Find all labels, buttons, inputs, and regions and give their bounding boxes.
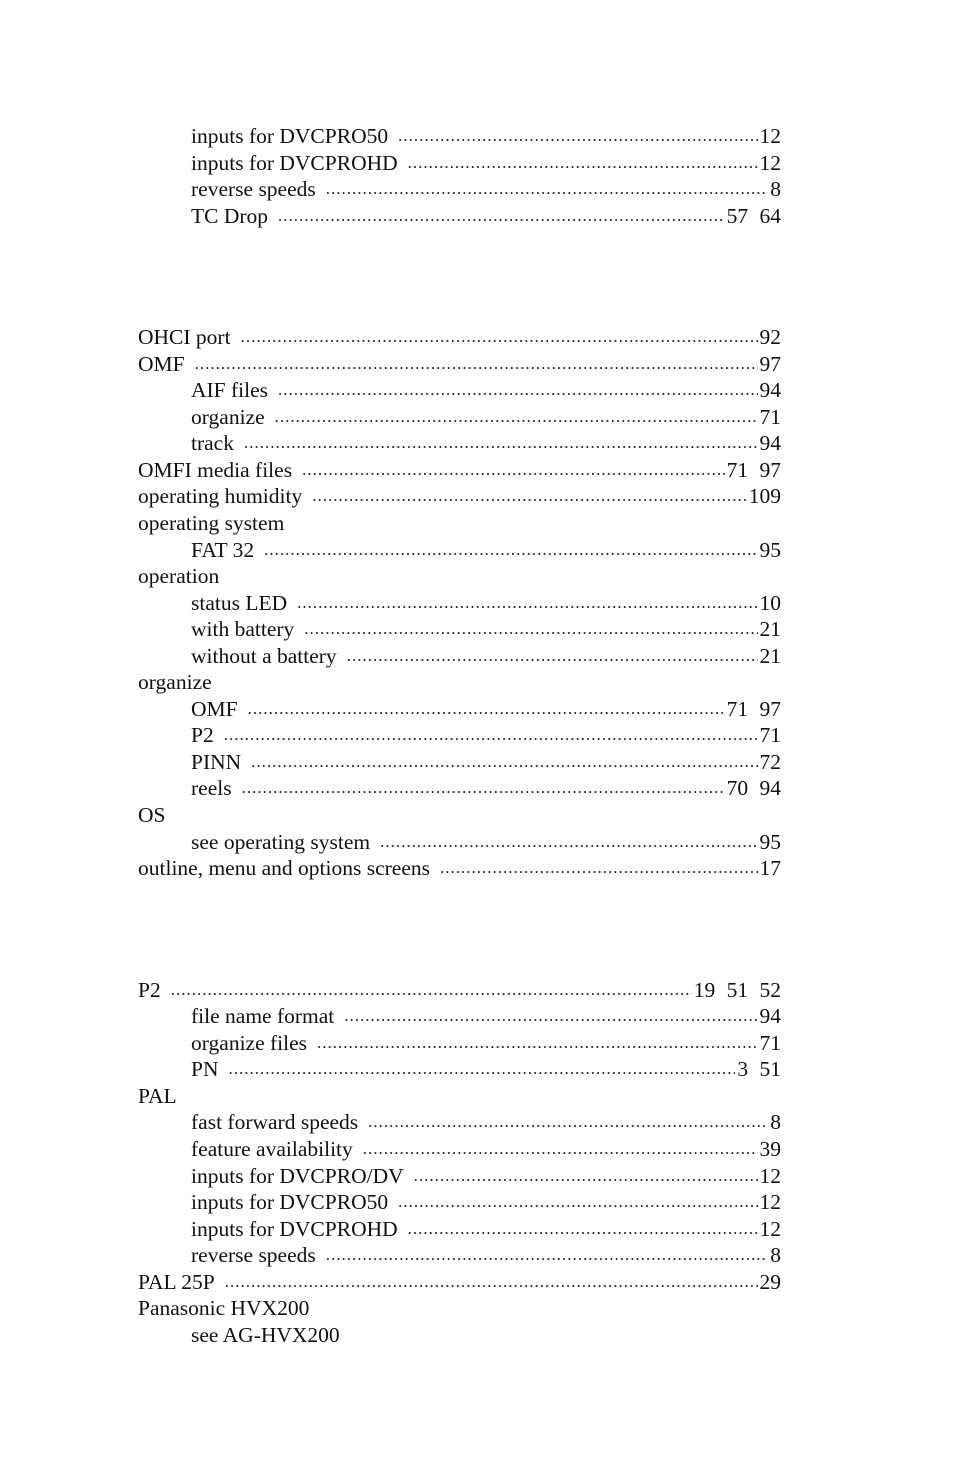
index-term: inputs for DVCPROHD	[191, 150, 398, 175]
index-entry	[138, 483, 781, 510]
index-term: with battery	[191, 617, 295, 642]
index-term: organize	[138, 670, 212, 695]
index-term: PINN	[191, 749, 242, 774]
index-term: OMFI media files	[138, 457, 293, 482]
index-subentry	[138, 722, 781, 749]
dot-leader	[228, 1056, 735, 1083]
index-subentry	[138, 176, 781, 203]
index-entry	[138, 802, 781, 829]
page-numbers: 17	[759, 856, 781, 881]
page-numbers: 71 97	[726, 696, 781, 721]
index-term: without a battery	[191, 643, 337, 668]
page-numbers: 109	[748, 484, 781, 509]
page-numbers: 12	[759, 1190, 781, 1215]
page-numbers: 94	[759, 1004, 781, 1029]
page-numbers: 8	[770, 1243, 781, 1268]
section-gap	[138, 882, 781, 977]
index-entry	[138, 510, 781, 537]
index-subentry	[138, 1056, 781, 1083]
page-numbers: 3 51	[737, 1057, 781, 1082]
page-numbers: 71	[759, 404, 781, 429]
index-term: operating system	[138, 511, 285, 536]
index-section	[138, 324, 781, 881]
page-numbers: 39	[759, 1136, 781, 1161]
index-term: FAT 32	[191, 537, 255, 562]
index-term: OS	[138, 803, 166, 828]
index-term: Panasonic HVX200	[138, 1296, 310, 1321]
index-term: inputs for DVCPRO/DV	[191, 1163, 404, 1188]
index-subentry	[138, 1109, 781, 1136]
page-numbers: 10	[759, 590, 781, 615]
index-term: fast forward speeds	[191, 1110, 359, 1135]
dot-leader	[242, 775, 725, 802]
index-term: see AG-HVX200	[191, 1322, 340, 1347]
page-numbers: 94	[759, 378, 781, 403]
dot-leader	[408, 1216, 758, 1243]
index-term: feature availability	[191, 1136, 353, 1161]
index-term: PAL	[138, 1083, 177, 1108]
dot-leader	[344, 1003, 757, 1030]
dot-leader	[302, 457, 725, 484]
dot-leader	[440, 855, 758, 882]
dot-leader	[195, 351, 758, 378]
index-term: OMF	[138, 351, 185, 376]
dot-leader	[297, 590, 757, 617]
dot-leader	[408, 150, 758, 177]
index-subentry	[138, 537, 781, 564]
page-numbers: 72	[759, 749, 781, 774]
index-term: inputs for DVCPRO50	[191, 1190, 389, 1215]
page-numbers: 92	[759, 325, 781, 350]
index-subentry	[138, 123, 781, 150]
index-term: TC Drop	[191, 203, 269, 228]
dot-leader	[244, 430, 758, 457]
page-numbers: 71	[759, 723, 781, 748]
index-entry	[138, 977, 781, 1004]
index-entry	[138, 351, 781, 378]
dot-leader	[398, 1189, 757, 1216]
dot-leader	[251, 749, 757, 776]
index-section	[138, 123, 781, 229]
dot-leader	[317, 1030, 757, 1057]
dot-leader	[414, 1163, 758, 1190]
index-section	[138, 977, 781, 1349]
dot-leader	[264, 537, 757, 564]
index-term: organize	[191, 404, 265, 429]
index-term: AIF files	[191, 378, 269, 403]
section-gap	[138, 229, 781, 324]
index-term: organize files	[191, 1030, 308, 1055]
index-entry	[138, 1083, 781, 1110]
page-numbers: 29	[759, 1269, 781, 1294]
page-numbers: 57 64	[726, 203, 781, 228]
index-term: reverse speeds	[191, 1243, 316, 1268]
page-numbers: 12	[759, 1163, 781, 1188]
dot-leader	[278, 203, 725, 230]
page-numbers: 8	[770, 177, 781, 202]
page-numbers: 12	[759, 1216, 781, 1241]
index-entry	[138, 1295, 781, 1322]
index-term: reels	[191, 776, 232, 801]
index-term: P2	[191, 723, 214, 748]
page-numbers: 19 51 52	[693, 977, 781, 1002]
index-term: see operating system	[191, 829, 371, 854]
dot-leader	[225, 1269, 758, 1296]
index-subentry	[138, 1189, 781, 1216]
index-subentry	[138, 404, 781, 431]
dot-leader	[278, 377, 757, 404]
page-numbers: 21	[759, 643, 781, 668]
index-page	[138, 123, 781, 1348]
dot-leader	[347, 643, 758, 670]
index-subentry	[138, 377, 781, 404]
index-entry	[138, 669, 781, 696]
page-numbers: 71	[759, 1030, 781, 1055]
index-subentry	[138, 590, 781, 617]
dot-leader	[224, 722, 758, 749]
index-subentry	[138, 1136, 781, 1163]
index-subentry	[138, 749, 781, 776]
dot-leader	[241, 324, 758, 351]
index-subentry	[138, 829, 781, 856]
index-term: status LED	[191, 590, 288, 615]
index-term: OHCI port	[138, 325, 231, 350]
page-numbers: 71 97	[726, 457, 781, 482]
index-subentry	[138, 1163, 781, 1190]
index-subentry	[138, 616, 781, 643]
page-numbers: 70 94	[726, 776, 781, 801]
index-term: file name format	[191, 1004, 335, 1029]
page-numbers: 95	[759, 537, 781, 562]
dot-leader	[312, 483, 747, 510]
page-numbers: 12	[759, 150, 781, 175]
dot-leader	[171, 977, 692, 1004]
index-subentry	[138, 643, 781, 670]
page-numbers: 94	[759, 431, 781, 456]
dot-leader	[248, 696, 725, 723]
dot-leader	[326, 1242, 768, 1269]
index-term: PN	[191, 1057, 219, 1082]
index-subentry	[138, 1003, 781, 1030]
index-term: track	[191, 431, 234, 456]
index-subentry	[138, 150, 781, 177]
index-entry	[138, 563, 781, 590]
index-subentry	[138, 203, 781, 230]
index-subentry	[138, 430, 781, 457]
index-entry	[138, 324, 781, 351]
index-entry	[138, 855, 781, 882]
index-entry	[138, 457, 781, 484]
dot-leader	[304, 616, 757, 643]
page-numbers: 95	[759, 829, 781, 854]
index-term: P2	[138, 977, 161, 1002]
index-subentry	[138, 1030, 781, 1057]
dot-leader	[368, 1109, 768, 1136]
index-term: reverse speeds	[191, 177, 316, 202]
dot-leader	[398, 123, 757, 150]
index-term: inputs for DVCPRO50	[191, 124, 389, 148]
dot-leader	[275, 404, 758, 431]
index-subentry	[138, 775, 781, 802]
index-term: inputs for DVCPROHD	[191, 1216, 398, 1241]
index-subentry	[138, 696, 781, 723]
dot-leader	[380, 829, 757, 856]
index-term: operation	[138, 564, 220, 589]
page-numbers: 12	[759, 124, 781, 148]
index-term: PAL 25P	[138, 1269, 215, 1294]
page-numbers: 21	[759, 617, 781, 642]
index-term: OMF	[191, 696, 238, 721]
index-subentry	[138, 1242, 781, 1269]
index-term: operating humidity	[138, 484, 303, 509]
index-subentry	[138, 1322, 781, 1349]
index-term: outline, menu and options screens	[138, 856, 430, 881]
dot-leader	[326, 176, 768, 203]
index-subentry	[138, 1216, 781, 1243]
index-entry	[138, 1269, 781, 1296]
dot-leader	[363, 1136, 758, 1163]
page-numbers: 97	[759, 351, 781, 376]
page-numbers: 8	[770, 1110, 781, 1135]
